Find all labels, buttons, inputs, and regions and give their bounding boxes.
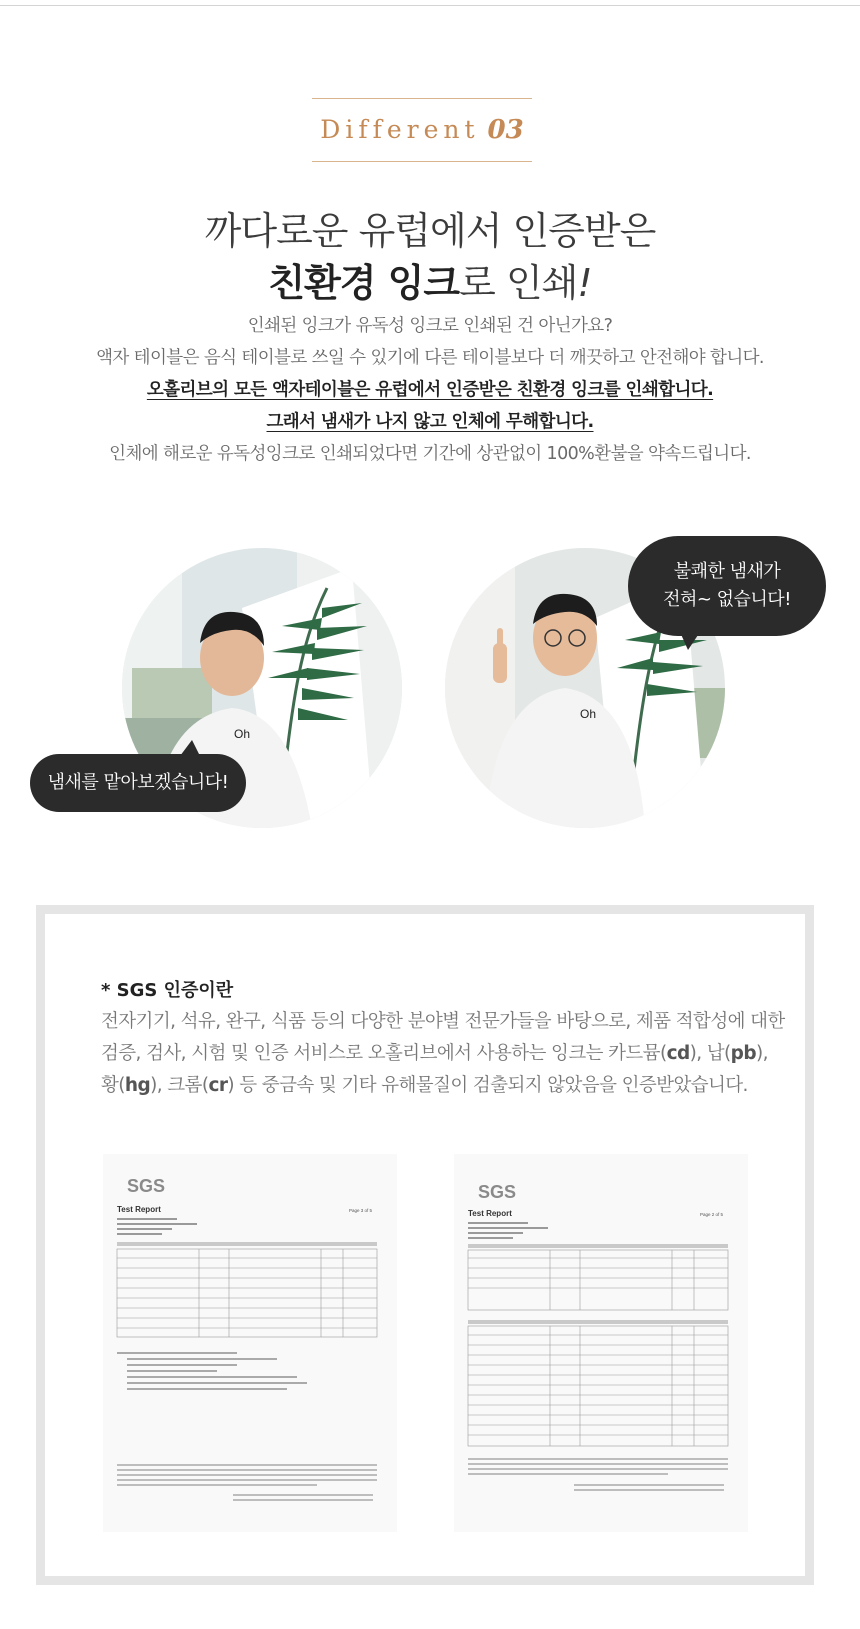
sgs-line-3-c: ) 등 중금속 및 기타 유해물질이 검출되지 않았음을 인증받았습니다. — [227, 1075, 748, 1096]
sgs-line-3-b: ), 크롬( — [150, 1075, 209, 1096]
speech-bubble-left: 냄새를 맡아보겠습니다! — [30, 754, 246, 812]
element-cr: cr — [208, 1075, 228, 1096]
sgs-line-3-a: 황( — [101, 1075, 125, 1096]
headline-rest: 로 인쇄 — [459, 261, 578, 305]
sgs-info-box — [36, 905, 814, 1585]
sgs-line-1: 전자기기, 석유, 완구, 식품 등의 다양한 분야별 전문가들을 바탕으로, 제품 적합성에 대한 — [101, 1011, 785, 1032]
section-tag-word: Different — [320, 115, 480, 144]
headline-bold: 친환경 잉크 — [268, 261, 460, 305]
speech-bubble-right-line2: 전혀~ 없습니다! — [663, 589, 791, 610]
shirt-logo-1: Oh — [234, 727, 251, 741]
element-cd: cd — [666, 1043, 690, 1064]
sgs-report-1 — [103, 1154, 397, 1532]
shirt-logo-2: Oh — [580, 707, 597, 721]
sgs-report-2 — [454, 1154, 748, 1532]
element-hg: hg — [124, 1075, 151, 1096]
report-2-title: Test Report — [468, 1209, 512, 1218]
description-line-1: 인쇄된 잉크가 유독성 잉크로 인쇄된 건 아닌가요? — [247, 316, 613, 336]
report-1-page: Page 3 of 5 — [349, 1208, 373, 1213]
description-line-2: 액자 테이블은 음식 테이블로 쓰일 수 있기에 다른 테이블보다 더 깨끗하고 안전해야 합니다. — [96, 348, 764, 368]
report-2-page: Page 2 of 5 — [700, 1212, 724, 1217]
element-pb: pb — [730, 1043, 756, 1064]
sgs-line-3 — [101, 1070, 761, 1102]
sgs-line-2 — [101, 1038, 768, 1070]
headline-exclaim: ! — [577, 261, 592, 305]
report-2-logo: SGS — [478, 1182, 517, 1202]
top-divider — [0, 5, 860, 6]
description-line-3: 오홀리브의 모든 액자테이블은 유럽에서 인증받은 친환경 잉크를 인쇄합니다. — [146, 380, 714, 400]
section-tag — [312, 98, 532, 162]
sgs-title: * SGS 인증이란 — [101, 980, 234, 1001]
headline-line1: 까다로운 유럽에서 인증받은 — [204, 209, 656, 253]
speech-bubble-right — [628, 536, 826, 636]
sgs-description — [101, 1006, 785, 1102]
headline-line2 — [0, 252, 860, 307]
section-tag-number: 03 — [487, 115, 524, 145]
report-1-logo: SGS — [127, 1176, 166, 1196]
sgs-line-2-b: ), 납( — [689, 1043, 731, 1064]
speech-bubble-right-line1: 불쾌한 냄새가 — [673, 561, 781, 582]
sgs-line-2-a: 검증, 검사, 시험 및 인증 서비스로 오홀리브에서 사용하는 잉크는 카드뮴( — [101, 1043, 667, 1064]
sgs-line-2-c: ), — [755, 1043, 768, 1064]
description-line-4: 그래서 냄새가 나지 않고 인체에 무해합니다. — [266, 412, 594, 432]
report-1-title: Test Report — [117, 1205, 161, 1214]
description-line-5: 인체에 해로운 유독성잉크로 인쇄되었다면 기간에 상관없이 100%환불을 약속드립니다. — [109, 444, 751, 464]
